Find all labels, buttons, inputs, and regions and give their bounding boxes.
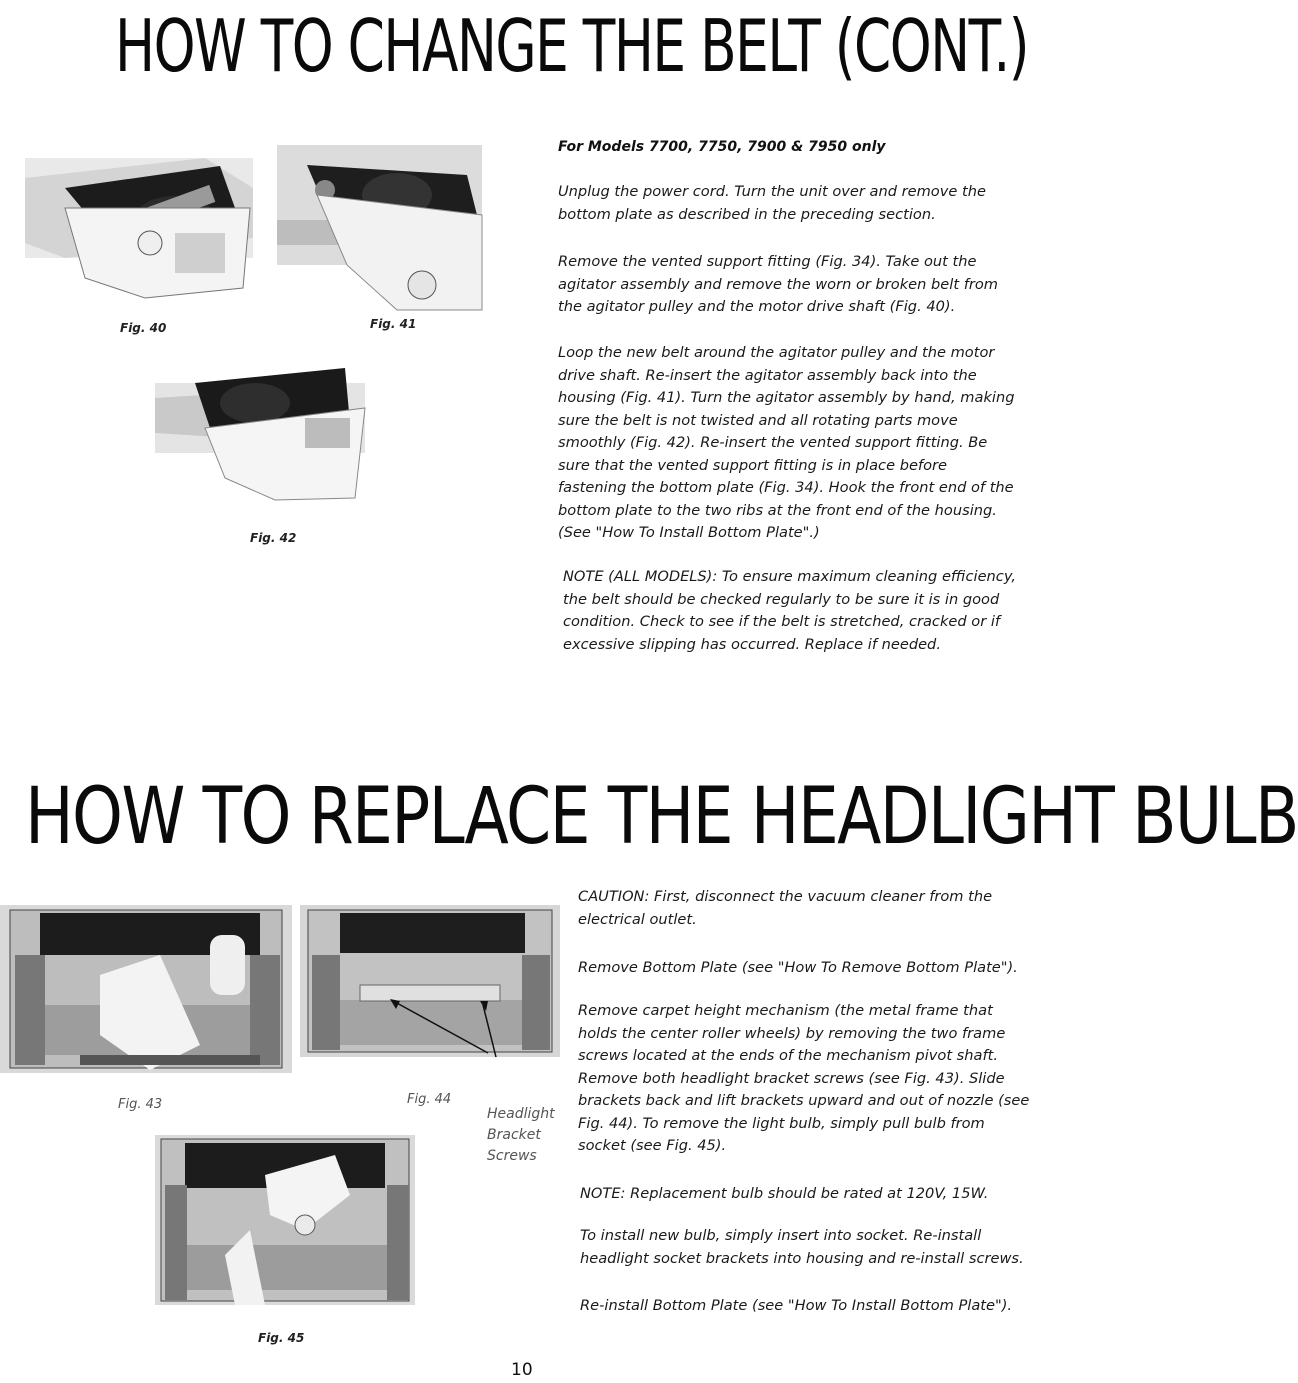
figure-caption: Fig. 44 bbox=[407, 1092, 452, 1107]
figure-caption: Fig. 40 bbox=[120, 321, 167, 335]
paragraph: Loop the new belt around the agitator pulley and the motor drive shaft. Re-insert the agitator assembly back into the housing (Fig. 41). Turn the agitator assembly by hand, making sure the belt is not twisted and all rotating parts move smoothly (Fig. 42). Re-insert the vented support fitting. Be sure that the vented support fitting is in place before fastening the bottom plate (Fig. 34). Hook the front end of the bottom plate to the two ribs at the front end of the housing. (See "How To Install Bottom Plate".) bbox=[558, 344, 1015, 541]
fig-44-photo bbox=[300, 905, 560, 1057]
fig-43-photo bbox=[0, 905, 292, 1073]
paragraph: Remove the vented support fitting (Fig. 34). Take out the agitator assembly and remove the worn or broken belt from the agitator pulley and the motor drive shaft (Fig. 40). bbox=[558, 253, 998, 315]
paragraph: Remove carpet height mechanism (the metal frame that holds the center roller wheels) by removing the two frame screws located at the ends of the mechanism pivot shaft. Remove both headlight bracket screws (see Fig. 43). Slide brackets back and lift brackets upward and out of nozzle (see Fig. 44). To remove the light bulb, simply pull bulb from socket (see Fig. 45). bbox=[578, 1002, 1030, 1154]
callout-line: Headlight bbox=[487, 1106, 555, 1122]
note-paragraph: NOTE: Replacement bulb should be rated at 120V, 15W. bbox=[580, 1185, 989, 1202]
figure-caption: Fig. 45 bbox=[258, 1331, 305, 1345]
fig-41-photo bbox=[277, 145, 482, 315]
paragraph: Unplug the power cord. Turn the unit over and remove the bottom plate as described in the preceding section. bbox=[558, 183, 986, 223]
paragraph: To install new bulb, simply insert into socket. Re-install headlight socket brackets into housing and re-install screws. bbox=[580, 1227, 1024, 1267]
page-number: 10 bbox=[511, 1360, 533, 1380]
section-heading-replace-bulb: HOW TO REPLACE THE HEADLIGHT BULB bbox=[25, 772, 1298, 862]
fig-45-photo bbox=[155, 1135, 415, 1305]
callout-line: Screws bbox=[487, 1148, 537, 1164]
headlight-bracket-callout bbox=[487, 1104, 555, 1167]
callout-line: Bracket bbox=[487, 1127, 541, 1143]
note-paragraph: NOTE (ALL MODELS): To ensure maximum cleaning efficiency, the belt should be checked regularly to be sure it is in good condition. Check to see if the belt is stretched, cracked or if excessive slipping has occurred. Replace if needed. bbox=[563, 568, 1016, 653]
paragraph: Remove Bottom Plate (see "How To Remove Bottom Plate"). bbox=[578, 959, 1018, 976]
fig-40-photo bbox=[25, 148, 253, 300]
caution-paragraph: CAUTION: First, disconnect the vacuum cleaner from the electrical outlet. bbox=[578, 888, 993, 928]
fig-42-photo bbox=[155, 368, 365, 500]
models-line: For Models 7700, 7750, 7900 & 7950 only bbox=[558, 139, 886, 155]
figure-caption: Fig. 43 bbox=[118, 1097, 163, 1112]
figure-caption: Fig. 41 bbox=[370, 317, 417, 331]
figure-caption: Fig. 42 bbox=[250, 531, 297, 545]
section-heading-change-belt: HOW TO CHANGE THE BELT (CONT.) bbox=[115, 4, 1029, 88]
paragraph: Re-install Bottom Plate (see "How To Install Bottom Plate"). bbox=[580, 1297, 1013, 1314]
